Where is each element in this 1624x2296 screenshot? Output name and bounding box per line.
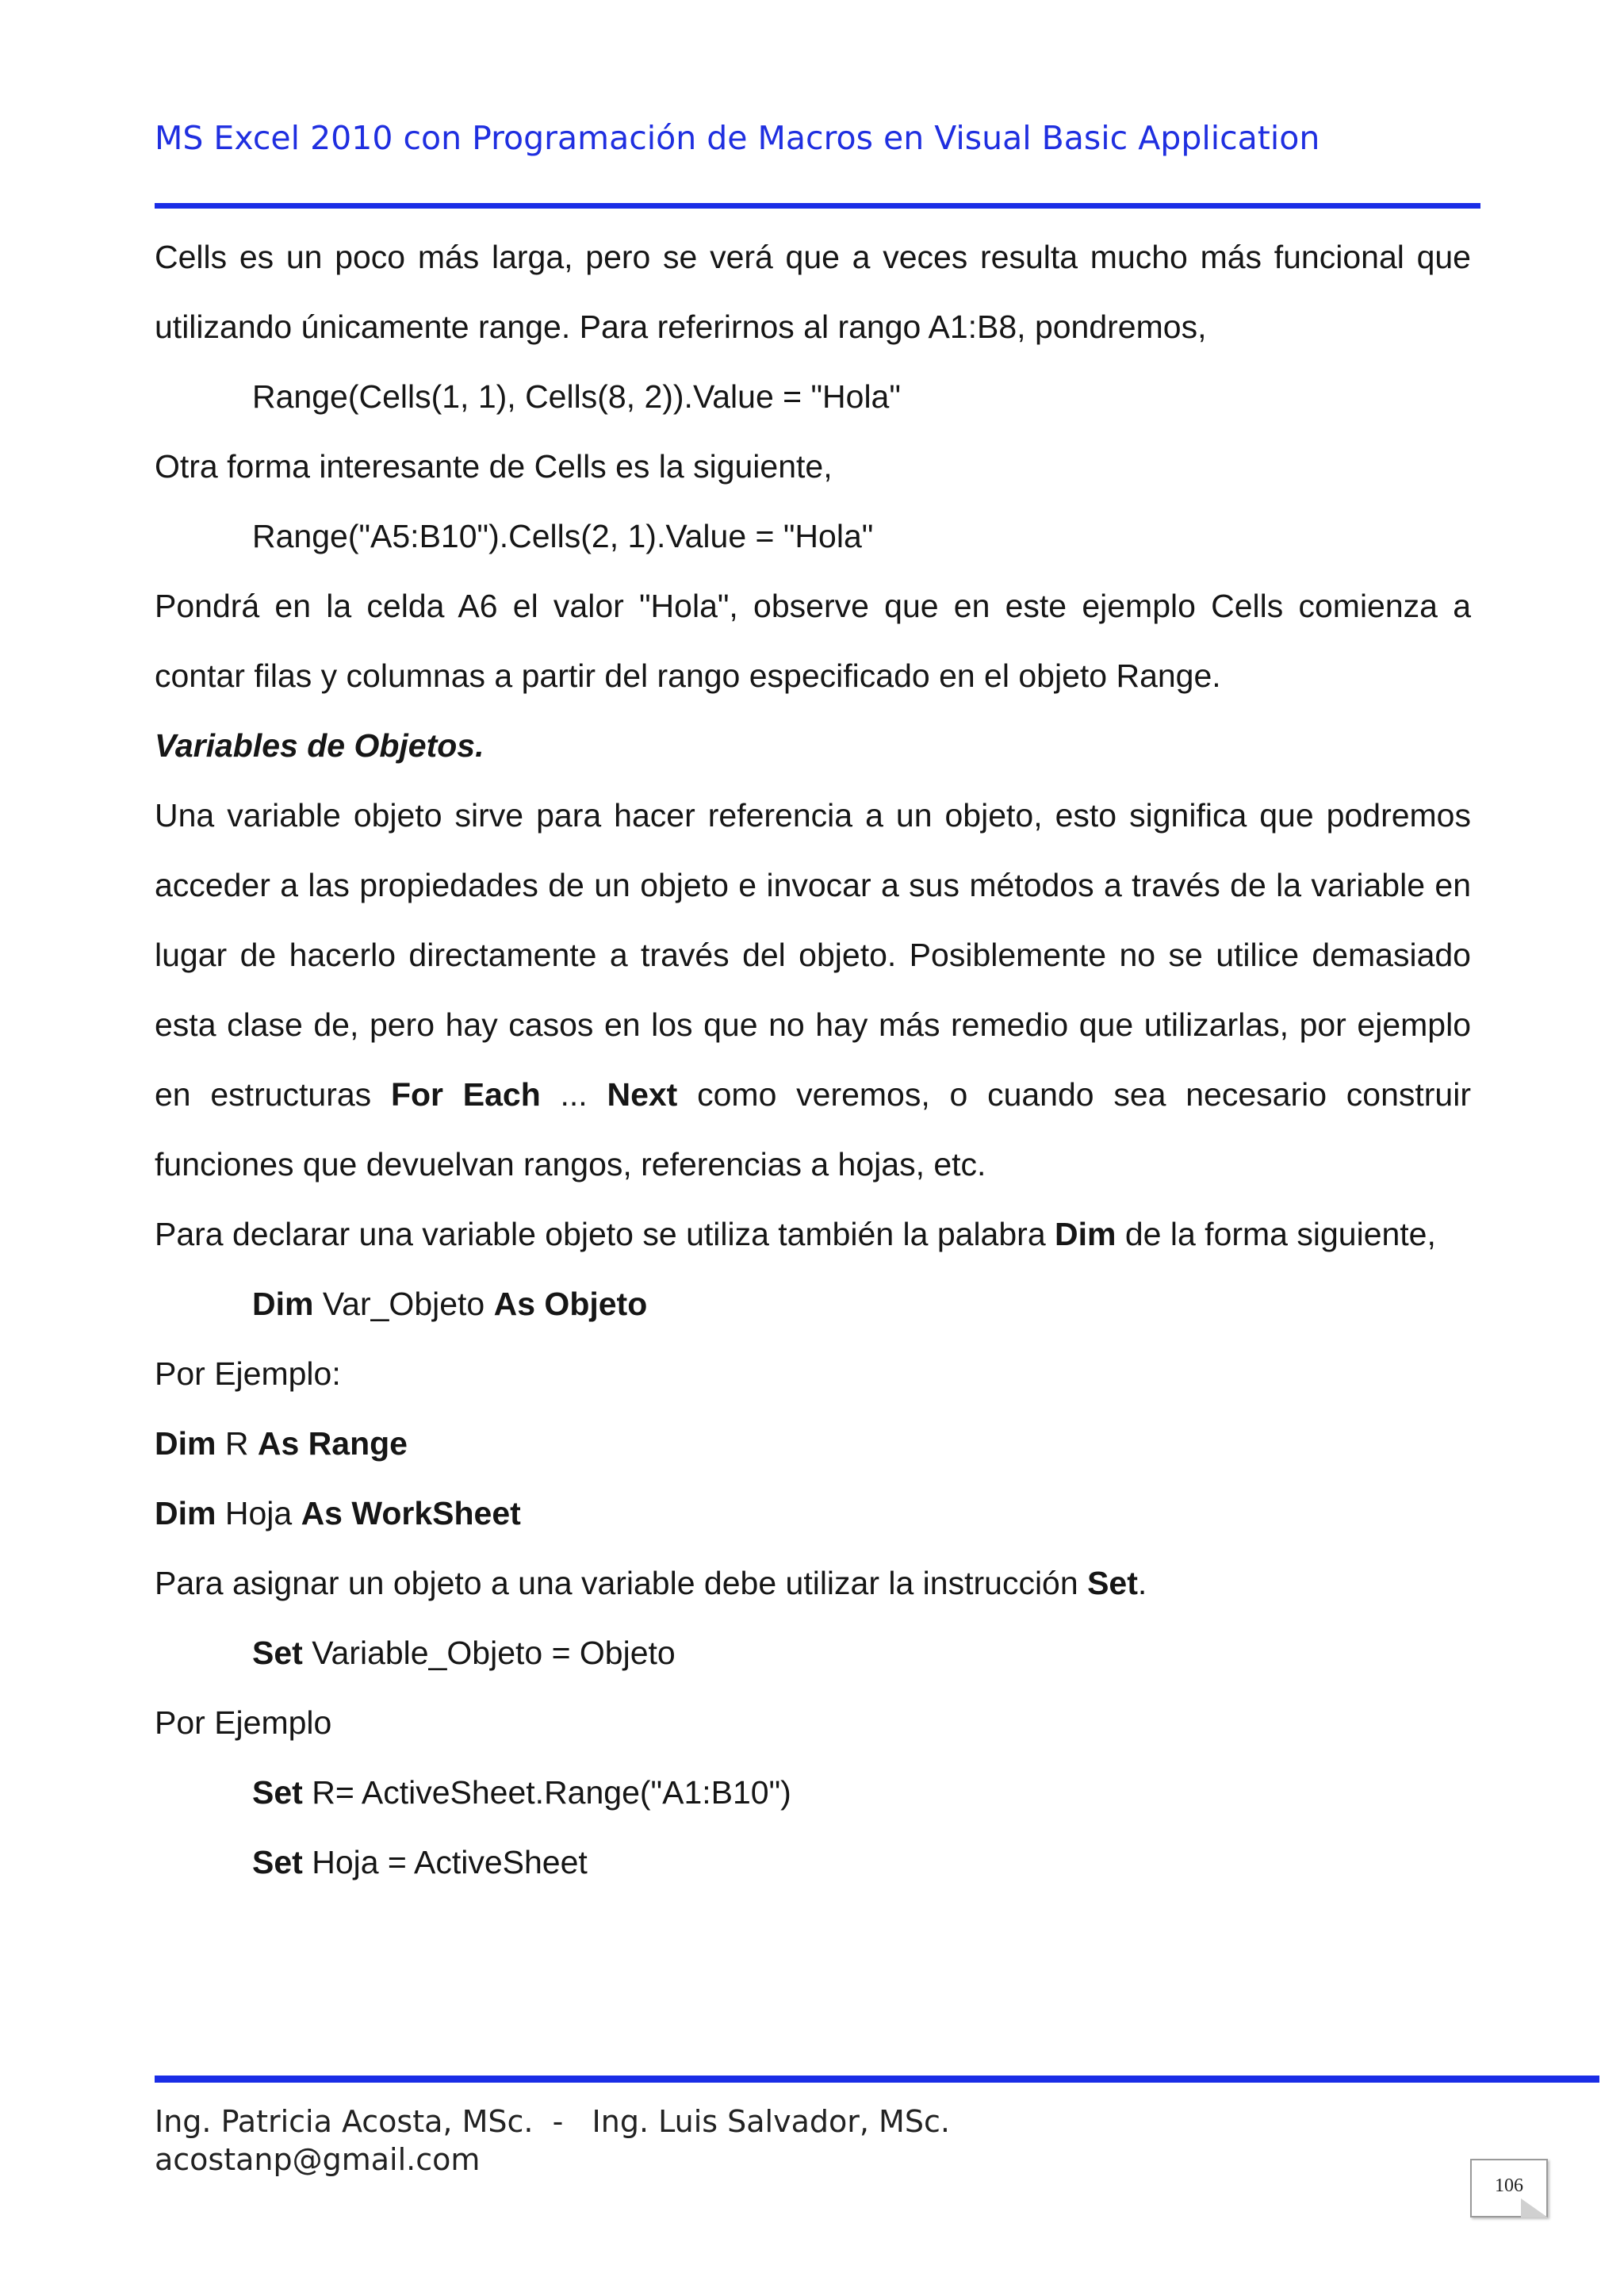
paragraph-cells-intro: Cells es un poco más larga, pero se verá que a veces resulta mucho más funcional que utilizando únicamente range. Para referirnos al rango A1:B8, pondremos, (155, 239, 1471, 345)
page-body (155, 222, 1471, 1897)
syntax-dim: Dim Var_Objeto As Objeto (252, 1286, 648, 1322)
keyword-for-each: For Each (390, 1076, 541, 1113)
paragraph-set-instruction: Para asignar un objeto a una variable debe utilizar la instrucción Set. (155, 1565, 1147, 1601)
footer-email: acostanp@gmail.com (155, 2142, 481, 2177)
label-por-ejemplo: Por Ejemplo: (155, 1355, 341, 1392)
page-curl-icon (1521, 2198, 1548, 2217)
code-range-a5-b10: Range("A5:B10").Cells(2, 1).Value = "Hola" (252, 518, 874, 554)
example-set-sheet: Set Hoja = ActiveSheet (252, 1844, 588, 1880)
paragraph-cells-alt: Otra forma interesante de Cells es la siguiente, (155, 448, 833, 485)
paragraph-object-variable: Una variable objeto sirve para hacer referencia a un objeto, esto significa que podremos acceder a las propiedades de un objeto e invocar a sus métodos a través de la variable en lugar de hacerlo directamente a través del objeto. Posiblemente no se utilice demasiado esta clase de, pero hay casos en los que no hay más remedio que utilizarlas, por ejemplo en estructuras For Each ... Next como veremos, o cuando sea necesario construir funciones que devuelvan rangos, referencias a hojas, etc. (155, 797, 1471, 1182)
example-set-range: Set R= ActiveSheet.Range("A1:B10") (252, 1774, 791, 1811)
syntax-set: Set Variable_Objeto = Objeto (252, 1635, 676, 1671)
code-range-cells: Range(Cells(1, 1), Cells(8, 2)).Value = "Hola" (252, 378, 901, 415)
label-por-ejemplo-2: Por Ejemplo (155, 1704, 332, 1741)
keyword-dim: Dim (1055, 1216, 1116, 1252)
document-header-title: MS Excel 2010 con Programación de Macros en Visual Basic Application (155, 119, 1320, 157)
example-dim-worksheet: Dim Hoja As WorkSheet (155, 1495, 521, 1531)
footer-divider (155, 2076, 1599, 2083)
example-dim-range: Dim R As Range (155, 1425, 408, 1462)
section-heading-object-variables: Variables de Objetos. (155, 727, 485, 764)
footer-authors: Ing. Patricia Acosta, MSc. - Ing. Luis Salvador, MSc. (155, 2104, 950, 2139)
page-number-box (1470, 2159, 1548, 2217)
paragraph-declare-object: Para declarar una variable objeto se utiliza también la palabra Dim de la forma siguiente, (155, 1216, 1436, 1252)
keyword-next: Next (607, 1076, 678, 1113)
paragraph-cells-explain: Pondrá en la celda A6 el valor "Hola", observe que en este ejemplo Cells comienza a contar filas y columnas a partir del rango especificado en el objeto Range. (155, 588, 1471, 694)
header-divider (155, 203, 1480, 209)
keyword-set: Set (1087, 1565, 1138, 1601)
page-number: 106 (1495, 2175, 1523, 2196)
